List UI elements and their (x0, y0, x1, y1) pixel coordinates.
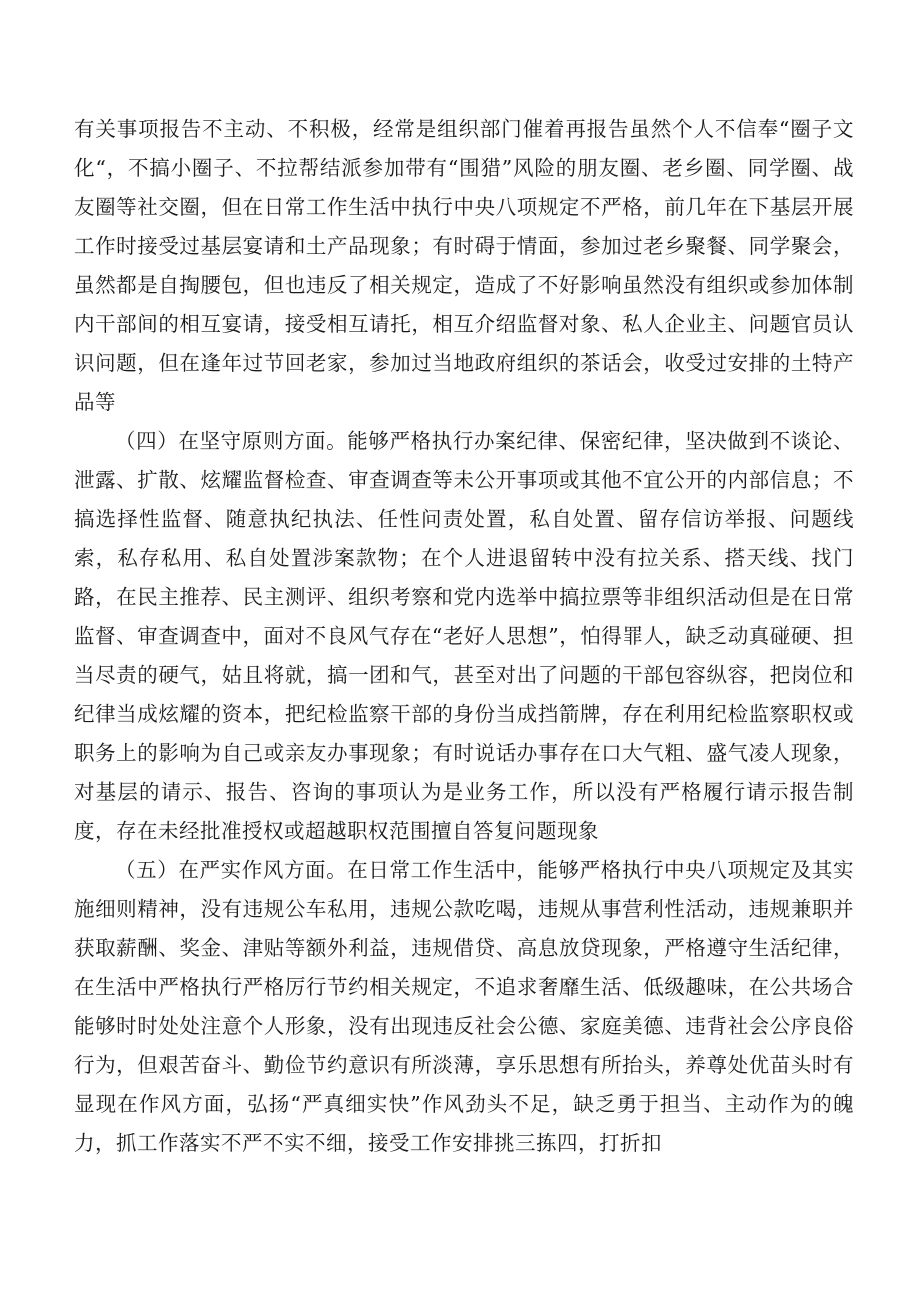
document-body (74, 110, 854, 1163)
paragraph-section-five: （五）在严实作风方面。在日常工作生活中，能够严格执行中央八项规定及其实施细则精神，没有违规公车私用，违规公款吃喝，违规从事营利性活动，违规兼职并获取薪酬、奖金、津贴等额外利益，违规借贷、高息放贷现象，严格遵守生活纪律，在生活中严格执行严格厉行节约相关规定，不追求奢靡生活、低级趣味，在公共场合能够时时处处注意个人形象，没有出现违反社会公德、家庭美德、违背社会公序良俗行为，但艰苦奋斗、勤俭节约意识有所淡薄，享乐思想有所抬头，养尊处优苗头时有显现在作风方面，弘扬“严真细实快”作风劲头不足，缺乏勇于担当、主动作为的魄力，抓工作落实不严不实不细，接受工作安排挑三拣四，打折扣 (74, 858, 854, 1155)
paragraph-continued: 有关事项报告不主动、不积极，经常是组织部门催着再报告虽然个人不信奉“圈子文化“，不搞小圈子、不拉帮结派参加带有“围猎”风险的朋友圈、老乡圈、同学圈、战友圈等社交圈，但在日常工作生活中执行中央八项规定不严格，前几年在下基层开展工作时接受过基层宴请和土产品现象；有时碍于情面，参加过老乡聚餐、同学聚会，虽然都是自掏腰包，但也违反了相关规定，造成了不好影响虽然没有组织或参加体制内干部间的相互宴请，接受相互请托，相互介绍监督对象、私人企业主、问题官员认识问题，但在逢年过节回老家，参加过当地政府组织的茶话会，收受过安排的土特产品等 (74, 117, 854, 414)
paragraph-section-four: （四）在坚守原则方面。能够严格执行办案纪律、保密纪律，坚决做到不谈论、泄露、扩散、炫耀监督检查、审查调查等未公开事项或其他不宜公开的内部信息；不搞选择性监督、随意执纪执法、任性问责处置，私自处置、留存信访举报、问题线索，私存私用、私自处置涉案款物；在个人进退留转中没有拉关系、搭天线、找门路，在民主推荐、民主测评、组织考察和党内选举中搞拉票等非组织活动但是在日常监督、审查调查中，面对不良风气存在“老好人思想”，怕得罪人，缺乏动真碰硬、担当尽责的硬气，姑且将就，搞一团和气，甚至对出了问题的干部包容纵容，把岗位和纪律当成炫耀的资本，把纪检监察干部的身份当成挡箭牌，存在利用纪检监察职权或职务上的影响为自己或亲友办事现象；有时说话办事存在口大气粗、盛气凌人现象，对基层的请示、报告、咨询的事项认为是业务工作，所以没有严格履行请示报告制度，存在未经批准授权或超越职权范围擅自答复问题现象 (74, 429, 854, 843)
